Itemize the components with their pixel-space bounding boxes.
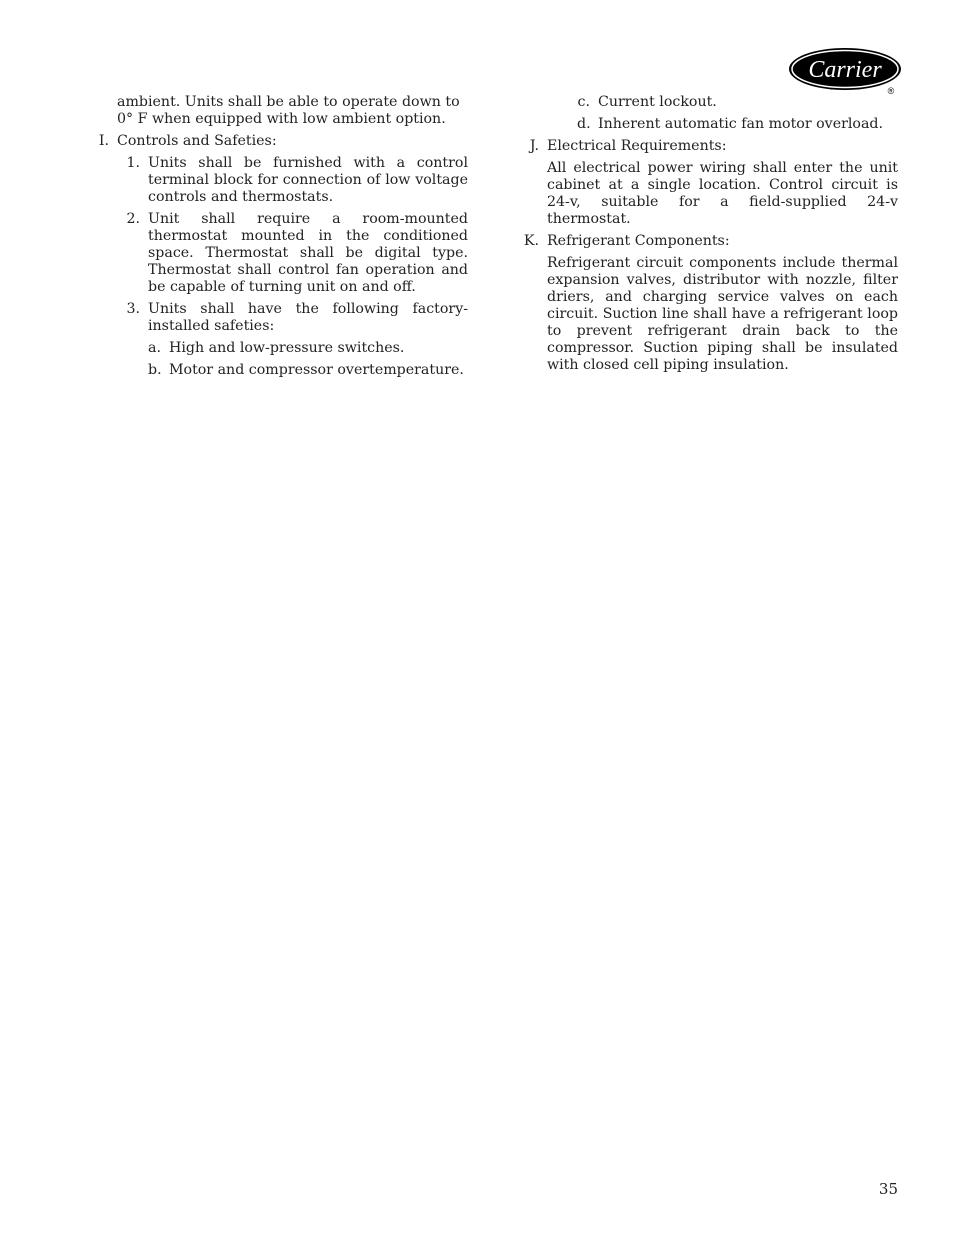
right-column [518,94,898,379]
section-i-title: Controls and Safeties: [117,133,277,149]
section-k-label: K. [523,233,539,249]
sublist-item [577,116,898,133]
section-j-title: Electrical Requirements: [547,138,727,154]
continuation-text: ambient. Units shall be able to operate down to 0° F when equipped with low ambient option. [117,94,460,127]
item-number: 1. [126,155,140,171]
continuation-paragraph [96,94,468,128]
section-j-heading [518,138,898,155]
section-j-body [518,160,898,228]
subitem-text: High and low-pressure switches. [169,340,405,356]
section-i-list [96,155,468,379]
safeties-sublist-continued [518,94,898,133]
item-text: Units shall be furnished with a control terminal block for connection of low voltage controls and thermostats. [148,155,468,205]
registered-mark: ® [887,86,895,96]
safeties-sublist [117,340,468,379]
carrier-logo [787,46,905,96]
section-k-body [518,255,898,374]
section-k-text: Refrigerant circuit components include thermal expansion valves, distributor with nozzle, filter driers, and charging service valves on each circuit. Suction line shall have a refrigerant loop to prevent refrigerant drain back to the compressor. Suction piping shall be insulated with closed cell piping insulation. [547,255,898,373]
section-i-label: I. [98,133,109,149]
item-text: Units shall have the following factory-installed safeties: [148,301,468,334]
list-item [117,211,468,296]
section-k-title: Refrigerant Components: [547,233,730,249]
section-k-heading [518,233,898,250]
subitem-text: Current lockout. [598,94,717,110]
subitem-text: Motor and compressor overtemperature. [169,362,464,378]
subitem-text: Inherent automatic fan motor overload. [598,116,883,132]
section-j-label: J. [529,138,539,154]
subitem-letter: c. [577,94,590,110]
list-item [117,301,468,335]
sublist-item [148,340,468,357]
subitem-letter: b. [148,362,162,378]
subitem-letter: a. [148,340,161,356]
subitem-letter: d. [577,116,591,132]
section-j-text: All electrical power wiring shall enter the unit cabinet at a single location. Control circuit is 24-v, suitable for a field-supplied 24-v thermostat. [547,160,898,227]
logo-text: Carrier [808,57,882,83]
left-column [96,94,468,384]
item-text: Unit shall require a room-mounted thermostat mounted in the conditioned space. Thermostat shall be digital type. Thermostat shall control fan operation and be capable of turning unit on and off. [148,211,468,295]
item-number: 3. [126,301,140,317]
sublist-item [577,94,898,111]
section-i-heading [96,133,468,150]
list-item [117,155,468,206]
item-number: 2. [126,211,140,227]
page-number: 35 [878,1180,898,1198]
sublist-item [148,362,468,379]
